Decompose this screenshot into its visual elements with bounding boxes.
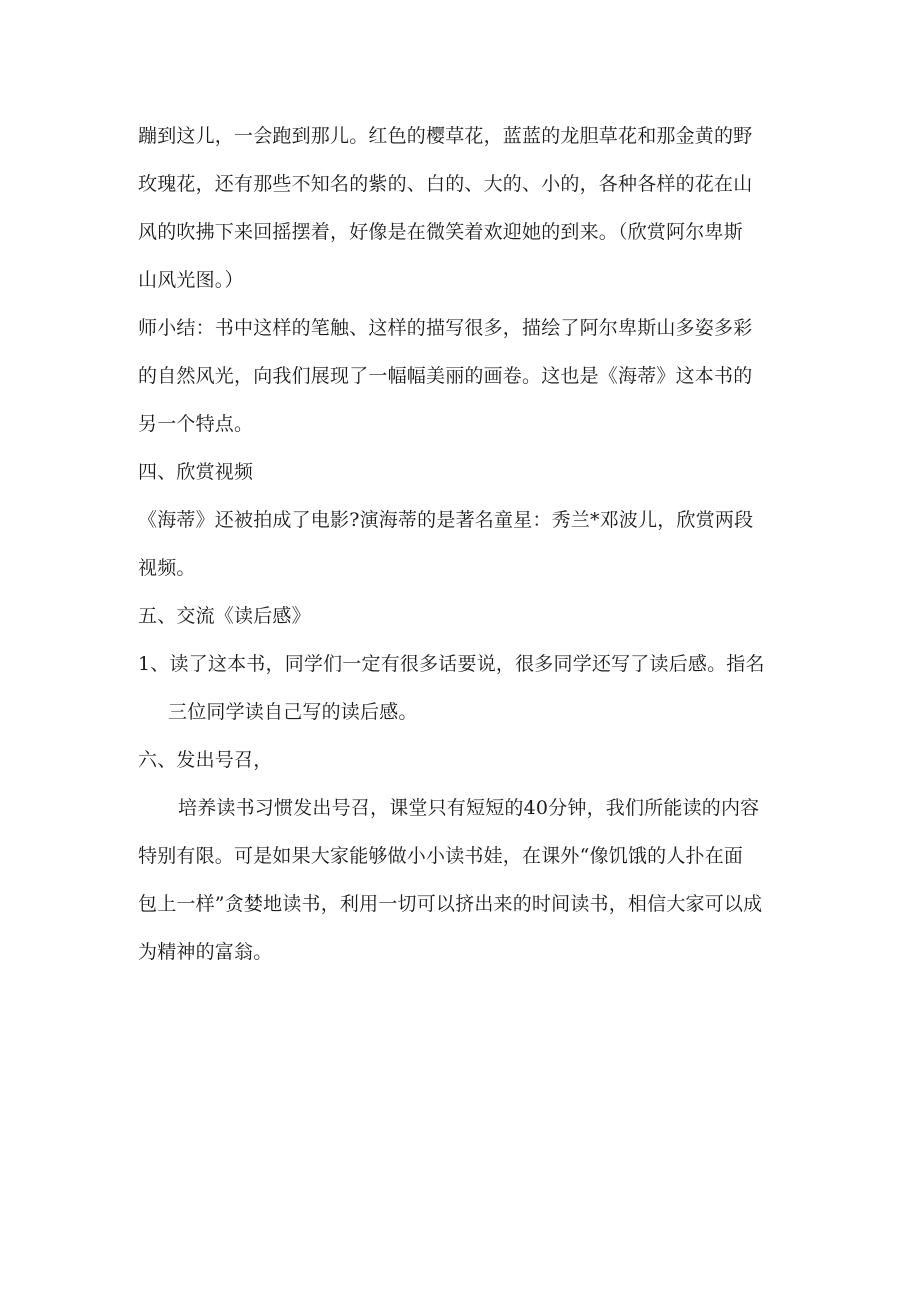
text-line: 玫瑰花，还有那些不知名的紫的、白的、大的、小的，各种各样的花在山 [138,173,753,195]
text-line: 为精神的富翁。 [138,941,273,963]
paragraph-reading-reflection [138,640,788,736]
paragraph-teacher-summary [138,304,788,448]
text-line: 视频。 [138,557,196,579]
section-heading-video: 四、欣赏视频 [138,461,254,483]
list-item-text: 1、读了这本书，同学们一定有很多话要说，很多同学还写了读后感。指名 [138,653,765,675]
paragraph-movie [138,496,788,592]
paragraph-alps-flowers [138,112,788,304]
text-line: 的自然风光，向我们展现了一幅幅美丽的画卷。这也是《海蒂》这本书的 [138,365,753,387]
text-line: 风的吹拂下来回摇摆着，好像是在微笑着欢迎她的到来。（欣赏阿尔卑斯 [138,221,743,243]
text-line: 培养读书习惯发出号召，课堂只有短短的40分钟，我们所能读的内容 [178,797,760,819]
text-line: 蹦到这儿，一会跑到那儿。红色的樱草花，蓝蓝的龙胆草花和那金黄的野 [138,125,753,147]
paragraph-call-to-read [138,784,788,976]
text-line: 另一个特点。 [138,413,254,435]
section-heading-call: 六、发出号召， [138,749,273,771]
text-line: 包上一样”贪婪地读书，利用一切可以挤出来的时间读书，相信大家可以成 [138,893,763,915]
text-line: 山风光图。） [138,269,244,291]
list-item-text-continued: 三位同学读自己写的读后感。 [168,701,418,723]
text-line: 师小结：书中这样的笔触、这样的描写很多，描绘了阿尔卑斯山多姿多彩 [138,317,753,339]
section-heading-reflection: 五、交流《读后感》 [138,605,311,627]
text-line: 特别有限。可是如果大家能够做小小读书娃，在课外“像饥饿的人扑在面 [138,845,744,867]
document-page [138,112,788,976]
text-line: 《海蒂》还被拍成了电影?演海蒂的是著名童星：秀兰*邓波儿，欣赏两段 [138,509,754,531]
